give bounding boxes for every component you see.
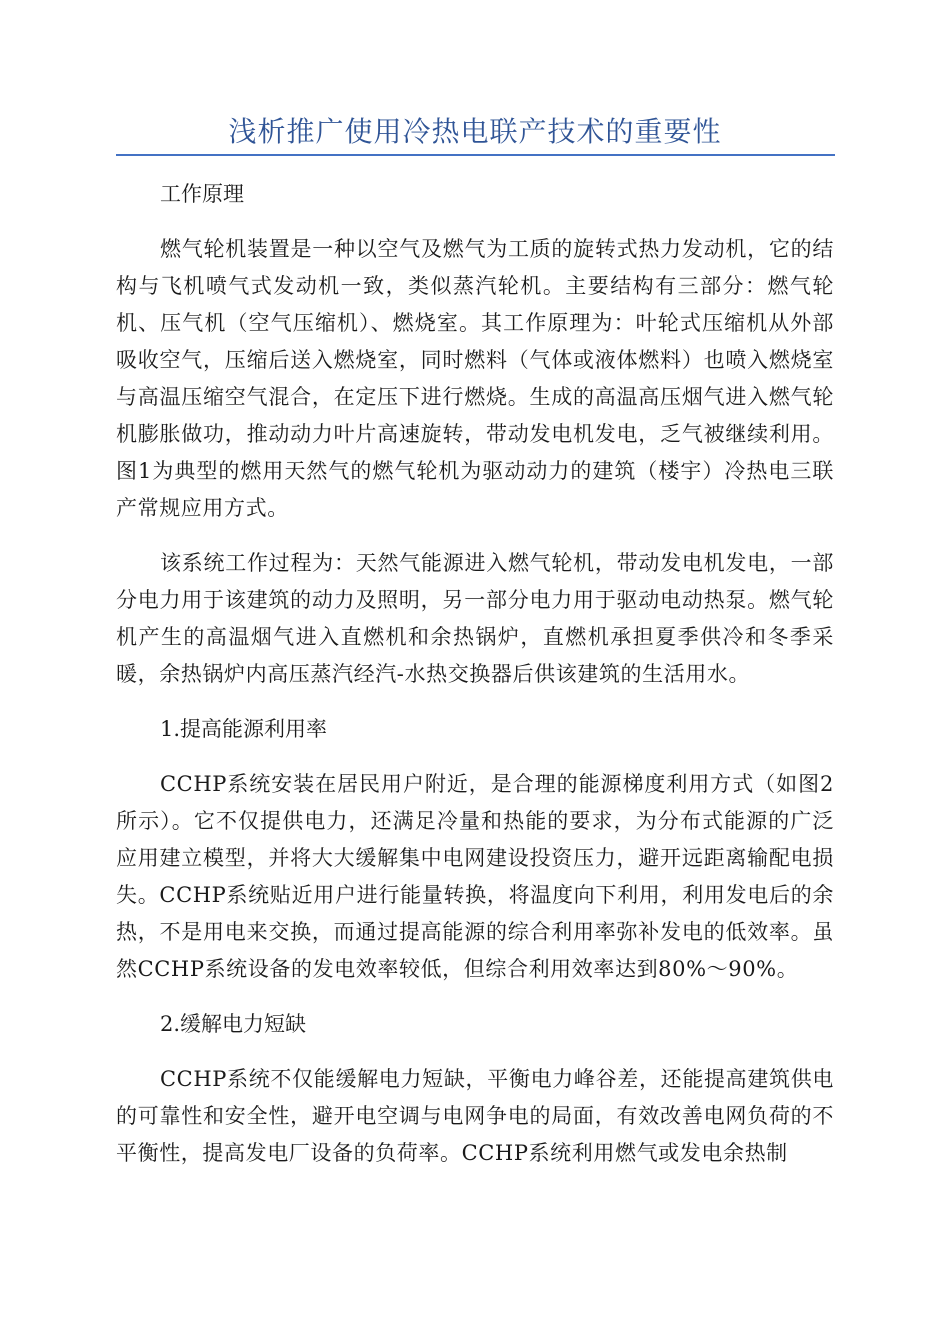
section-heading-working-principle: 工作原理 [160,182,244,206]
title-underline [116,154,835,156]
paragraph-system-process: 该系统工作过程为：天然气能源进入燃气轮机，带动发电机发电，一部分电力用于该建筑的动力及照明，另一部分电力用于驱动电动热泵。燃气轮机产生的高温烟气进入直燃机和余热锅炉，直燃机承担夏季供冷和冬季采暖，余热锅炉内高压蒸汽经汽-水热交换器后供该建筑的生活用水。 [116,551,834,686]
section-heading-power-shortage: 2.缓解电力短缺 [160,1012,307,1036]
paragraph-energy-efficiency: CCHP系统安装在居民用户附近，是合理的能源梯度利用方式（如图2所示）。它不仅提供电力，还满足冷量和热能的要求，为分布式能源的广泛应用建立模型，并将大大缓解集中电网建设投资压力，避开远距离输配电损失。CCHP系统贴近用户进行能量转换，将温度向下利用，利用发电后的余热，不是用电来交换，而通过提高能源的综合利用率弥补发电的低效率。虽然CCHP系统设备的发电效率较低，但综合利用效率达到80%～90%。 [116,772,834,981]
paragraph-power-shortage: CCHP系统不仅能缓解电力短缺，平衡电力峰谷差，还能提高建筑供电的可靠性和安全性，避开电空调与电网争电的局面，有效改善电网负荷的不平衡性，提高发电厂设备的负荷率。CCHP系统利用燃气或发电余热制 [116,1067,834,1165]
document-title: 浅析推广使用冷热电联产技术的重要性 [228,115,722,148]
paragraph-gas-turbine: 燃气轮机装置是一种以空气及燃气为工质的旋转式热力发动机，它的结构与飞机喷气式发动机一致，类似蒸汽轮机。主要结构有三部分：燃气轮机、压气机（空气压缩机）、燃烧室。其工作原理为：叶轮式压缩机从外部吸收空气，压缩后送入燃烧室，同时燃料（气体或液体燃料）也喷入燃烧室与高温压缩空气混合，在定压下进行燃烧。生成的高温高压烟气进入燃气轮机膨胀做功，推动动力叶片高速旋转，带动发电机发电，乏气被继续利用。图1为典型的燃用天然气的燃气轮机为驱动动力的建筑（楼宇）冷热电三联产常规应用方式。 [116,237,834,520]
section-heading-energy-efficiency: 1.提高能源利用率 [160,717,328,741]
document-body [116,176,834,1190]
